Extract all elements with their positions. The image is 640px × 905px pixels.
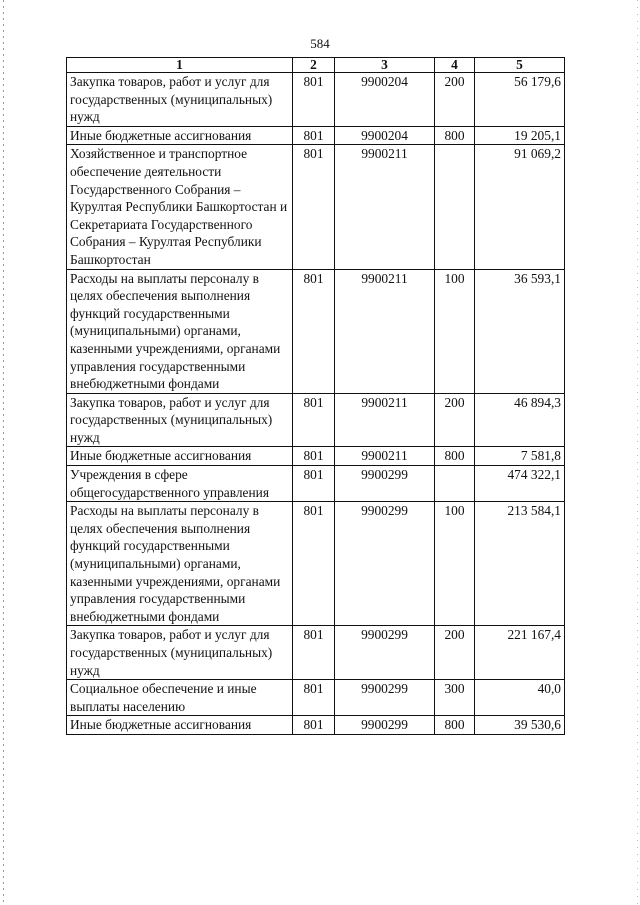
- target-article-cell: 9900299: [335, 466, 435, 502]
- target-article-cell: 9900299: [335, 502, 435, 626]
- column-header: 4: [435, 58, 475, 73]
- amount-cell: 19 205,1: [475, 126, 565, 145]
- target-article-cell: 9900299: [335, 716, 435, 735]
- budget-table: [66, 57, 565, 735]
- ministry-code-cell: 801: [293, 466, 335, 502]
- amount-cell: 474 322,1: [475, 466, 565, 502]
- expense-name-cell: Расходы на выплаты персоналу в целях обеспечения выполнения функций государственными (муниципальными) органами, казенными учреждениями, органами управления государственными внебюджетными фондами: [67, 502, 293, 626]
- target-article-cell: 9900211: [335, 447, 435, 466]
- amount-cell: 56 179,6: [475, 73, 565, 127]
- expense-type-cell: [435, 145, 475, 269]
- expense-type-cell: 800: [435, 126, 475, 145]
- expense-type-cell: 200: [435, 393, 475, 447]
- expense-name-cell: Иные бюджетные ассигнования: [67, 716, 293, 735]
- ministry-code-cell: 801: [293, 145, 335, 269]
- page-number: 584: [310, 36, 330, 51]
- expense-type-cell: 300: [435, 680, 475, 716]
- target-article-cell: 9900204: [335, 73, 435, 127]
- table-row: [67, 393, 565, 447]
- table-row: [67, 126, 565, 145]
- ministry-code-cell: 801: [293, 447, 335, 466]
- expense-type-cell: 100: [435, 502, 475, 626]
- table-row: [67, 447, 565, 466]
- ministry-code-cell: 801: [293, 126, 335, 145]
- expense-name-cell: Закупка товаров, работ и услуг для государственных (муниципальных) нужд: [67, 626, 293, 680]
- ministry-code-cell: 801: [293, 393, 335, 447]
- target-article-cell: 9900299: [335, 626, 435, 680]
- expense-type-cell: 800: [435, 716, 475, 735]
- expense-name-cell: Хозяйственное и транспортное обеспечение деятельности Государственного Собрания – Курултая Республики Башкортостан и Секретариата Государственного Собрания – Курултая Республики Башкортостан: [67, 145, 293, 269]
- target-article-cell: 9900204: [335, 126, 435, 145]
- ministry-code-cell: 801: [293, 716, 335, 735]
- ministry-code-cell: 801: [293, 73, 335, 127]
- expense-name-cell: Закупка товаров, работ и услуг для государственных (муниципальных) нужд: [67, 73, 293, 127]
- amount-cell: 36 593,1: [475, 269, 565, 393]
- amount-cell: 40,0: [475, 680, 565, 716]
- expense-type-cell: 200: [435, 73, 475, 127]
- amount-cell: 7 581,8: [475, 447, 565, 466]
- column-header: 3: [335, 58, 435, 73]
- expense-name-cell: Расходы на выплаты персоналу в целях обеспечения выполнения функций государственными (муниципальными) органами, казенными учреждениями, органами управления государственными внебюджетными фондами: [67, 269, 293, 393]
- table-row: [67, 73, 565, 127]
- amount-cell: 221 167,4: [475, 626, 565, 680]
- scan-edge-right: [637, 0, 638, 905]
- expense-name-cell: Иные бюджетные ассигнования: [67, 447, 293, 466]
- table-row: [67, 502, 565, 626]
- expense-type-cell: [435, 466, 475, 502]
- table-row: [67, 680, 565, 716]
- expense-type-cell: 100: [435, 269, 475, 393]
- table-row: [67, 626, 565, 680]
- table-header-row: [67, 58, 565, 73]
- table-row: [67, 466, 565, 502]
- target-article-cell: 9900211: [335, 269, 435, 393]
- expense-name-cell: Учреждения в сфере общегосударственного управления: [67, 466, 293, 502]
- expense-name-cell: Социальное обеспечение и иные выплаты населению: [67, 680, 293, 716]
- column-header: 1: [67, 58, 293, 73]
- ministry-code-cell: 801: [293, 502, 335, 626]
- expense-name-cell: Закупка товаров, работ и услуг для государственных (муниципальных) нужд: [67, 393, 293, 447]
- column-header: 2: [293, 58, 335, 73]
- table-row: [67, 145, 565, 269]
- table-row: [67, 716, 565, 735]
- table-row: [67, 269, 565, 393]
- ministry-code-cell: 801: [293, 626, 335, 680]
- target-article-cell: 9900299: [335, 680, 435, 716]
- amount-cell: 91 069,2: [475, 145, 565, 269]
- target-article-cell: 9900211: [335, 393, 435, 447]
- amount-cell: 213 584,1: [475, 502, 565, 626]
- scan-edge-left: [3, 0, 4, 905]
- column-header: 5: [475, 58, 565, 73]
- amount-cell: 39 530,6: [475, 716, 565, 735]
- expense-type-cell: 800: [435, 447, 475, 466]
- ministry-code-cell: 801: [293, 269, 335, 393]
- ministry-code-cell: 801: [293, 680, 335, 716]
- amount-cell: 46 894,3: [475, 393, 565, 447]
- target-article-cell: 9900211: [335, 145, 435, 269]
- expense-type-cell: 200: [435, 626, 475, 680]
- expense-name-cell: Иные бюджетные ассигнования: [67, 126, 293, 145]
